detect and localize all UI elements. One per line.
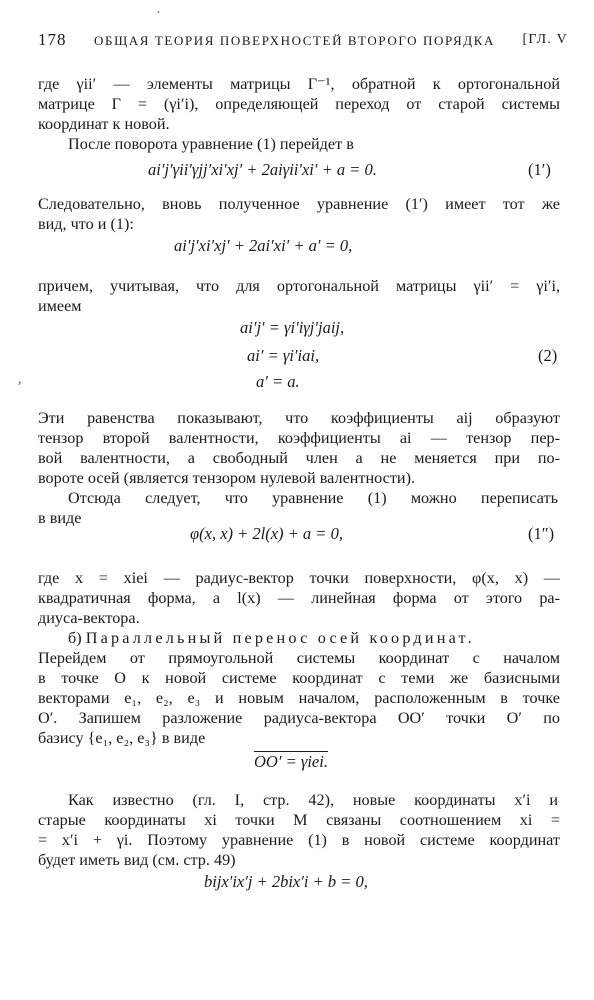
text-line: старые координаты xi точки M связаны соотношением xi =: [38, 811, 560, 829]
section-title: Параллельный перенос осей координат.: [85, 629, 475, 647]
section-heading: [68, 628, 558, 648]
text-line: Следовательно, вновь полученное уравнение (1′) имеет тот же: [38, 195, 560, 213]
text-line: координат к новой.: [38, 115, 170, 133]
text-line: в виде: [38, 509, 82, 527]
text-line: имеем: [38, 297, 82, 315]
text-line: базису {e₁, e₂, e₃} в виде: [38, 729, 206, 747]
top-dot-mark: ·: [156, 6, 161, 21]
chapter-label: [ГЛ. V: [522, 32, 568, 47]
equation-origin-shift: OO′ = γiei.: [254, 752, 328, 771]
equation-translated: bijx′ix′j + 2bix′i + b = 0,: [204, 872, 368, 891]
text-line: Как известно (гл. I, стр. 42), новые координаты x′i и: [68, 791, 558, 809]
text-line: матрице Г = (γi′i), определяющей переход от старой системы: [38, 95, 560, 113]
text-line: причем, учитывая, что для ортогональной матрицы γii′ = γi′i,: [38, 277, 560, 295]
text-line: вид, что и (1):: [38, 215, 134, 233]
text-line: диуса-вектора.: [38, 609, 140, 627]
equation-1-prime: ai′j′γii′γjj′xi′xj′ + 2aiγii′xi′ + a = 0.: [148, 160, 377, 179]
text-line: O′. Запишем разложение радиуса-вектора OO′ точки O′ по: [38, 709, 560, 727]
page-number: 178: [38, 30, 67, 49]
equation-tag: (2): [538, 346, 558, 365]
equation-transformed: ai′j′xi′xj′ + 2ai′xi′ + a′ = 0,: [174, 236, 353, 255]
text-line: Перейдем от прямоугольной системы координат с началом: [38, 649, 560, 667]
text-line: Отсюда следует, что уравнение (1) можно переписать: [68, 489, 558, 507]
page-header: [38, 30, 568, 50]
text-line: векторами e₁, e₂, e₃ и новым началом, расположенным в точке: [38, 689, 560, 707]
text-line: вороте осей (является тензором нулевой валентности).: [38, 469, 416, 487]
equation-tag: (1″): [528, 524, 555, 543]
text-line: где γii′ — элементы матрицы Г⁻¹, обратной к ортогональной: [38, 75, 560, 93]
text-line: будет иметь вид (см. стр. 49): [38, 851, 236, 869]
equation-2c: a′ = a.: [256, 372, 300, 391]
text-line: в точке O к новой системе координат с теми же базисными: [38, 669, 560, 687]
equation-2a: ai′j′ = γi′iγj′jaij,: [240, 318, 345, 337]
text-line: = x′i + γi. Поэтому уравнение (1) в новой системе координат: [38, 831, 560, 849]
text-line: вой валентности, а свободный член a не меняется при по-: [38, 449, 560, 467]
equation-2b: ai′ = γi′iai,: [247, 346, 320, 365]
text-line: После поворота уравнение (1) перейдет в: [68, 135, 354, 153]
text-line: Эти равенства показывают, что коэффициенты aij образуют: [38, 409, 560, 427]
running-title: ОБЩАЯ ТЕОРИЯ ПОВЕРХНОСТЕЙ ВТОРОГО ПОРЯДКА: [94, 33, 495, 48]
text-line: квадратичная форма, а l(x) — линейная форма от этого ра-: [38, 589, 560, 607]
margin-mark: ,: [18, 372, 22, 387]
text-line: тензор второй валентности, коэффициенты ai — тензор пер-: [38, 429, 560, 447]
equation-1-double-prime: φ(x, x) + 2l(x) + a = 0,: [190, 524, 343, 543]
equation-tag: (1′): [528, 160, 551, 179]
text-line: где x = xiei — радиус-вектор точки поверхности, φ(x, x) —: [38, 569, 560, 587]
section-letter: б): [68, 629, 86, 647]
